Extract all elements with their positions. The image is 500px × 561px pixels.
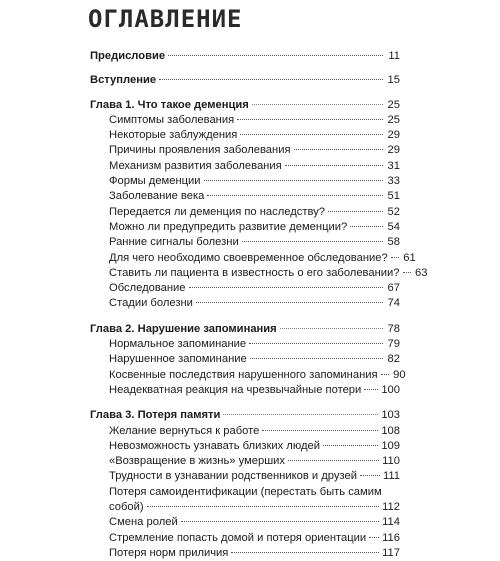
toc-entry — [90, 251, 416, 266]
toc-entry — [90, 189, 400, 204]
toc-entry — [90, 439, 400, 454]
toc-entry-page: 11 — [388, 50, 400, 62]
toc-entry-page: 74 — [387, 297, 400, 310]
toc-entry-page: 51 — [387, 190, 400, 203]
dot-leader — [147, 506, 380, 507]
toc-entry — [90, 485, 400, 500]
toc-entry-page: 79 — [387, 338, 400, 351]
toc-entry-text: Неадекватная реакция на чрезвычайные потери — [109, 383, 362, 396]
dot-leader — [280, 328, 383, 329]
table-of-contents — [90, 49, 428, 561]
dot-leader — [350, 226, 383, 227]
toc-entry-page: 63 — [415, 266, 428, 279]
dot-leader — [262, 430, 378, 431]
dot-leader — [360, 475, 380, 476]
toc-entry — [90, 515, 400, 530]
toc-entry-preface — [90, 49, 400, 64]
dot-leader — [237, 119, 383, 120]
toc-entry-page: 61 — [403, 251, 416, 264]
toc-entry-page: 111 — [382, 470, 400, 483]
toc-entry-page: 29 — [387, 129, 400, 142]
toc-entry — [90, 174, 400, 189]
toc-entry-text: Косвенные последствия нарушенного запоминания — [109, 368, 378, 381]
toc-chapter-2 — [90, 322, 400, 337]
toc-entry-text: Нормальное запоминание — [109, 338, 247, 351]
toc-entry-text: Механизм развития заболевания — [109, 159, 282, 172]
toc-entry-text: Потеря норм приличия — [109, 546, 229, 559]
toc-entry-introduction — [90, 73, 400, 88]
toc-entry-page: 25 — [387, 113, 400, 126]
dot-leader — [288, 460, 379, 461]
toc-entry-text: Формы деменции — [109, 175, 201, 188]
toc-entry-text: Нарушенное запоминание — [109, 353, 247, 366]
toc-title: ОГЛАВЛЕНИЕ — [88, 5, 243, 33]
toc-entry-page: 117 — [382, 546, 400, 559]
dot-leader — [369, 537, 379, 538]
toc-entry-text: Симптомы заболевания — [109, 113, 235, 126]
toc-entry-text: Стремление попасть домой и потеря ориентации — [109, 531, 367, 544]
toc-entry-text: Можно ли предупредить развитие деменции? — [109, 220, 348, 233]
toc-entry-page: 103 — [381, 409, 400, 422]
toc-entry-text: Глава 1. Что такое деменция — [90, 98, 249, 111]
dot-leader — [249, 343, 383, 344]
toc-entry — [90, 337, 400, 352]
toc-entry-text: Предисловие — [90, 50, 166, 62]
toc-entry-page: 114 — [382, 516, 400, 529]
toc-entry-page: 33 — [387, 175, 400, 188]
toc-entry — [90, 281, 400, 296]
toc-entry — [90, 159, 400, 174]
toc-entry — [90, 500, 400, 515]
toc-entry-text: Передается ли деменция по наследству? — [109, 205, 326, 218]
dot-leader — [391, 257, 399, 258]
toc-entry — [90, 352, 400, 367]
toc-entry-page: 58 — [387, 236, 400, 249]
dot-leader — [252, 104, 383, 105]
toc-entry-page: 78 — [387, 322, 400, 335]
toc-entry — [90, 368, 406, 383]
toc-entry-text: Причины проявления заболевания — [109, 144, 291, 157]
toc-entry — [90, 143, 400, 158]
dot-leader — [364, 389, 378, 390]
toc-entry — [90, 383, 400, 398]
toc-entry-text: Глава 3. Потеря памяти — [90, 409, 221, 422]
toc-entry-page: 90 — [393, 368, 406, 381]
dot-leader — [159, 79, 383, 80]
toc-entry — [90, 235, 400, 250]
toc-entry-text: Потеря самоидентификации (перестать быть самим — [109, 485, 382, 498]
toc-entry — [90, 220, 400, 235]
toc-chapter-1 — [90, 98, 400, 113]
dot-leader — [223, 414, 378, 415]
toc-entry-text: Ставить ли пациента в известность о его заболевании? — [109, 266, 400, 279]
dot-leader — [242, 241, 383, 242]
toc-entry — [90, 266, 428, 281]
toc-entry — [90, 128, 400, 143]
toc-entry — [90, 469, 400, 484]
toc-entry-page: 31 — [387, 159, 400, 172]
toc-entry-text: Ранние сигналы болезни — [109, 236, 239, 249]
toc-entry-text: Вступление — [90, 74, 157, 87]
toc-entry-page: 29 — [387, 144, 400, 157]
dot-leader — [207, 195, 383, 196]
dot-leader — [328, 211, 383, 212]
dot-leader — [204, 180, 383, 181]
toc-entry-page: 25 — [387, 98, 400, 111]
toc-entry-page: 110 — [382, 455, 400, 468]
toc-entry-text: Желание вернуться к работе — [109, 424, 260, 437]
toc-entry-page: 109 — [381, 439, 400, 452]
dot-leader — [189, 287, 383, 288]
toc-entry — [90, 296, 400, 311]
toc-entry-page: 52 — [387, 205, 400, 218]
dot-leader — [403, 272, 411, 273]
toc-entry-text: Смена ролей — [109, 516, 178, 529]
toc-entry-page: 82 — [387, 353, 400, 366]
toc-entry-text: Глава 2. Нарушение запоминания — [90, 322, 277, 335]
toc-entry-page: 116 — [382, 531, 400, 544]
dot-leader — [294, 149, 383, 150]
toc-entry-text: «Возвращение в жизнь» умерших — [109, 455, 286, 468]
toc-entry-text: Для чего необходимо своевременное обследование? — [109, 251, 388, 264]
dot-leader — [240, 134, 383, 135]
toc-entry — [90, 113, 400, 128]
toc-entry-page: 54 — [387, 220, 400, 233]
toc-entry-text: Невозможность узнавать близких людей — [109, 439, 320, 452]
dot-leader — [250, 358, 383, 359]
toc-chapter-3 — [90, 408, 400, 423]
dot-leader — [381, 374, 389, 375]
dot-leader — [168, 55, 383, 56]
toc-entry — [90, 546, 400, 561]
toc-entry-text: Обследование — [109, 282, 186, 295]
toc-entry-page: 112 — [382, 501, 400, 514]
toc-entry — [90, 205, 400, 220]
dot-leader — [285, 165, 383, 166]
dot-leader — [196, 302, 383, 303]
dot-leader — [231, 552, 379, 553]
toc-entry-text: собой) — [109, 501, 144, 514]
toc-entry-text: Некоторые заблуждения — [109, 129, 238, 142]
toc-entry — [90, 531, 400, 546]
toc-entry-text: Трудности в узнавании родственников и друзей — [109, 470, 357, 483]
toc-entry — [90, 454, 400, 469]
toc-entry — [90, 424, 400, 439]
toc-entry-page: 108 — [381, 424, 400, 437]
toc-entry-text: Стадии болезни — [109, 297, 193, 310]
toc-entry-text: Заболевание века — [109, 190, 205, 203]
dot-leader — [181, 521, 379, 522]
toc-entry-page: 67 — [387, 282, 400, 295]
toc-entry-page: 15 — [387, 74, 400, 87]
toc-entry-page: 100 — [381, 383, 400, 396]
dot-leader — [323, 445, 378, 446]
